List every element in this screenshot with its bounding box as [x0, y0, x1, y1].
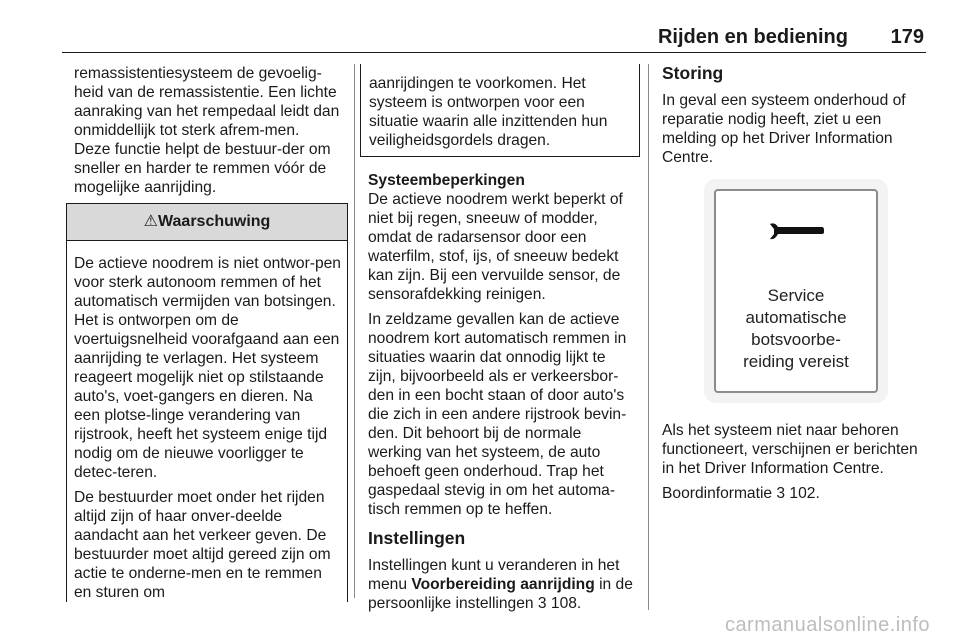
column-divider-2 [648, 64, 649, 610]
warning-paragraph-2: De bestuurder moet onder het rijden altijd zijn of haar onver-deelde aandacht aan het verkeer geven. De bestuurder moet altijd gereed zijn om actie te onderne-men en te remmen en sturen om [74, 489, 331, 601]
settings-paragraph [368, 556, 634, 613]
settings-heading: Instellingen [368, 528, 466, 548]
service-line-3: botsvoorbe- [751, 330, 841, 349]
limits-paragraph-1: De actieve noodrem werkt beperkt of niet bij regen, sneeuw of modder, omdat de radarsensor door een waterfilm, stof, ijs, of sneeuw bedekt kan zijn. Bij een vervuilde sensor, de sensorafdekking reinigen. [368, 191, 623, 303]
service-line-1: Service [767, 286, 825, 305]
chapter-title: Rijden en bediening [657, 26, 848, 48]
warning-continued-text: aanrijdingen te voorkomen. Het systeem is ontworpen voor een situatie waarin alle inzittenden hun veiligheidsgordels dragen. [369, 75, 608, 149]
service-display [714, 189, 878, 393]
warning-box [66, 203, 348, 602]
wrench-icon [766, 221, 826, 243]
settings-page-ref[interactable]: 3 108. [537, 595, 582, 612]
limits-heading: Systeembeperkingen [368, 172, 525, 189]
intro-paragraph: remassistentiesysteem de gevoelig-heid van de remassistentie. Een lichte aanraking van het rempedaal leidt dan onmiddellijk tot sterk afrem-men. Deze functie helpt de bestuur-der om sneller en harder te remmen vóór de mogelijke aanrijding. [74, 65, 340, 196]
warning-body [67, 241, 347, 602]
fault-heading: Storing [662, 63, 724, 83]
info-text: Boordinformatie [662, 485, 777, 502]
service-message [716, 285, 876, 373]
column-right [662, 64, 928, 509]
warning-box-continued [360, 64, 640, 157]
service-line-4: reiding vereist [743, 352, 849, 371]
settings-text: Instellingen kunt u veranderen in het menu [368, 557, 620, 593]
page-header [62, 26, 926, 53]
warning-icon: ⚠ [143, 213, 159, 230]
limits-paragraph-2: In zeldzame gevallen kan de actieve noodrem kort automatisch remmen in situaties waarin dat onnodig lijkt te zijn, bijvoorbeeld als er verkeersbor-den in een bocht staan of door auto's die zich in een andere rijstrook bevin-den. Dit behoort bij de normale werking van het systeem, de auto behoeft geen onderhoud. Trap het gaspedaal stevig in om het automa-tisch remmen op te heffen. [368, 311, 627, 518]
info-page-ref[interactable]: 3 102. [776, 485, 820, 502]
settings-menu-name: Voorbereiding aanrijding [411, 576, 595, 593]
info-paragraph [662, 484, 928, 503]
page-number: 179 [890, 26, 924, 48]
fault-paragraph-2: Als het systeem niet naar behoren functioneert, verschijnen er berichten in het Driver Information Centre. [662, 422, 918, 477]
warning-paragraph-1: De actieve noodrem is niet ontwor-pen voor sterk autonoom remmen of het automatisch vermijden van botsingen. Het is ontworpen om de voertuigsnelheid voorafgaand aan een aanrijding te verlagen. Het systeem reageert mogelijk niet op stilstaande auto's, voet-gangers en dieren. Na een plotse-linge verandering van rijstrook, heeft het systeem enige tijd nodig om de nieuwe voorligger te detec-teren. [74, 255, 341, 481]
fault-paragraph-1: In geval een systeem onderhoud of reparatie nodig heeft, ziet u een melding op het Driver Information Centre. [662, 92, 906, 166]
column-middle [368, 64, 634, 619]
column-divider-1 [354, 64, 355, 598]
service-line-2: automatische [745, 308, 847, 327]
settings-text-after: in de persoonlijke instellingen [368, 576, 633, 612]
watermark: carmanualsonline.info [724, 614, 930, 636]
warning-header [67, 204, 347, 241]
column-left [74, 64, 340, 608]
warning-title: Waarschuwing [158, 213, 271, 230]
